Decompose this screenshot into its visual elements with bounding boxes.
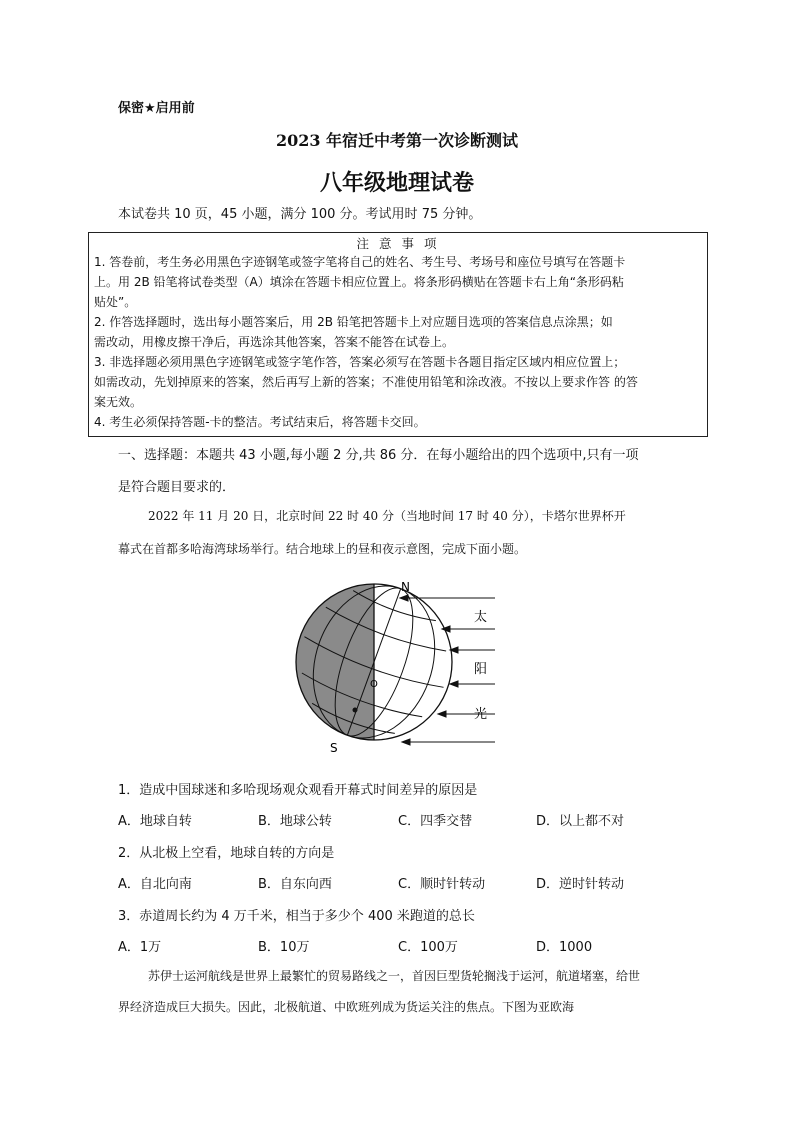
notice-line: 贴处”。 <box>94 295 137 309</box>
notice-line: 2. 作答选择题时，选出每小题答案后，用 2B 铅笔把答题卡上对应题目选项的答案信息点涂黑；如 <box>94 315 613 329</box>
question-1-stem: 1．造成中国球迷和多哈现场观众观看开幕式时间差异的原因是 <box>118 783 478 798</box>
south-label: S <box>330 741 338 755</box>
question-3-stem: 3．赤道周长约为 4 万千米，相当于多少个 400 米跑道的总长 <box>118 909 475 924</box>
q3-option-c: C．100万 <box>398 940 458 955</box>
q2-option-b: B．自东向西 <box>258 877 332 892</box>
marked-point <box>353 708 358 713</box>
notice-line: 3. 非选择题必须用黑色字迹钢笔或签字笔作答，答案必须写在答题卡各题目指定区域内相应位置上； <box>94 355 626 369</box>
material-2-line-2: 界经济造成巨大损失。因此，北极航道、中欧班列成为货运关注的焦点。下图为亚欧海 <box>118 1000 575 1014</box>
notice-line: 4. 考生必须保持答题-卡的整洁。考试结束后，将答题卡交回。 <box>94 415 426 429</box>
paper-intro: 本试卷共 10 页，45 小题，满分 100 分。考试用时 75 分钟。 <box>118 207 482 222</box>
north-label: N <box>401 580 410 594</box>
notice-line: 案无效。 <box>94 395 143 409</box>
exam-title: 2023 年宿迁中考第一次诊断测试 <box>275 131 519 150</box>
night-side <box>296 584 374 740</box>
material-1-line-1: 2022 年 11 月 20 日，北京时间 22 时 40 分（当地时间 17 时 40 分），卡塔尔世界杯开 <box>148 509 626 523</box>
q3-option-b: B．10万 <box>258 940 310 955</box>
center-label: O <box>370 679 378 690</box>
sun-char-1: 太 <box>474 610 488 625</box>
section-heading-cont: 是符合题目要求的． <box>118 480 236 495</box>
q3-option-d: D．1000 <box>536 940 593 955</box>
q1-option-c: C．四季交替 <box>398 814 473 829</box>
sun-ray-arrow <box>450 681 458 687</box>
notice-box <box>88 232 708 437</box>
q1-option-d: D．以上都不对 <box>536 814 625 829</box>
notice-line: 1. 答卷前，考生务必用黑色字迹钢笔或签字笔将自己的姓名、考生号、考场号和座位号填写在答题卡 <box>94 255 626 269</box>
sun-ray-arrow <box>400 595 408 601</box>
sun-char-3: 光 <box>474 707 488 722</box>
day-night-figure <box>290 577 500 757</box>
paper-title: 八年级地理试卷 <box>319 171 474 196</box>
question-2-stem: 2．从北极上空看，地球自转的方向是 <box>118 846 335 861</box>
notice-line: 如需改动，先划掉原来的答案，然后再写上新的答案；不准使用铅笔和涂改液。不按以上要求作答 的答 <box>94 375 638 389</box>
sun-ray-arrow <box>438 711 446 717</box>
q1-option-a: A．地球自转 <box>118 814 192 829</box>
notice-title: 注 意 事 项 <box>356 236 440 251</box>
secret-mark: 保密★启用前 <box>118 101 195 116</box>
material-1-line-2: 幕式在首都多哈海湾球场举行。结合地球上的昼和夜示意图，完成下面小题。 <box>118 542 527 556</box>
section-heading: 一、选择题：本题共 43 小题,每小题 2 分,共 86 分．在每小题给出的四个选项中,只有一项 <box>118 448 639 463</box>
q2-option-d: D．逆时针转动 <box>536 877 625 892</box>
q1-option-b: B．地球公转 <box>258 814 332 829</box>
q2-option-c: C．顺时针转动 <box>398 877 486 892</box>
notice-line: 需改动，用橡皮擦干净后，再选涂其他答案，答案不能答在试卷上。 <box>94 335 455 349</box>
sun-ray-arrow <box>402 739 410 745</box>
material-2-line-1: 苏伊士运河航线是世界上最繁忙的贸易路线之一，首因巨型货轮搁浅于运河，航道堵塞，给世 <box>148 969 641 983</box>
q2-option-a: A．自北向南 <box>118 877 192 892</box>
notice-line: 上。用 2B 铅笔将试卷类型（A）填涂在答题卡相应位置上。将条形码横贴在答题卡右上角“条形码粘 <box>94 275 624 289</box>
q3-option-a: A．1万 <box>118 940 162 955</box>
sun-char-2: 阳 <box>474 662 488 677</box>
